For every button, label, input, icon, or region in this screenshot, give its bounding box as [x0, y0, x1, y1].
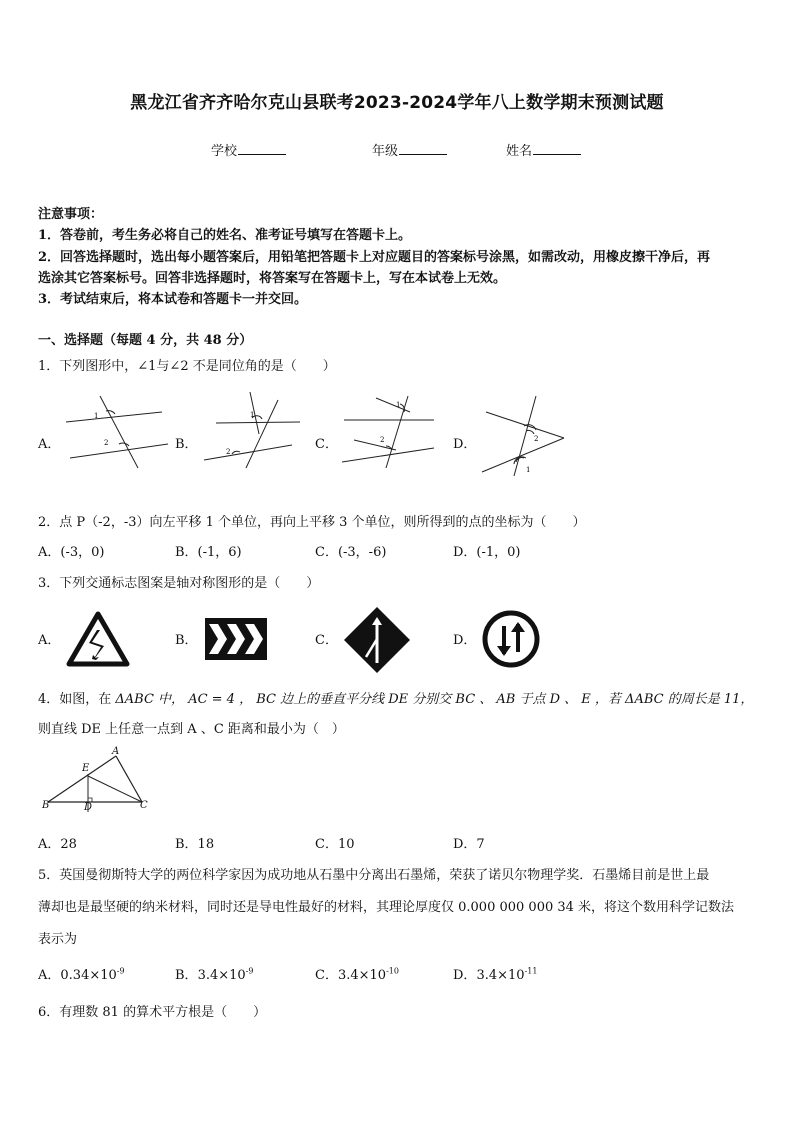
q6-stem: 6．有理数 81 的算术平方根是（ ）	[38, 1005, 267, 1020]
q4-option-b: B．18	[175, 837, 215, 852]
grade-blank	[399, 142, 447, 155]
q5-option-d-base: 3.4×10	[476, 968, 525, 983]
svg-text:1: 1	[526, 466, 531, 474]
q1-option-a-label: A．	[38, 437, 61, 452]
q4-label-b: B	[42, 800, 50, 811]
q5-line-3: 表示为	[38, 932, 78, 947]
q2-stem: 2．点 P（-2，-3）向左平移 1 个单位，再向上平移 3 个单位，则所得到的点的坐标为（ ）	[38, 515, 586, 530]
q2-option-c: C．(-3，-6)	[315, 545, 387, 560]
q4-line-1-body: ΔABC 中， AC = 4 ， BC 边上的垂直平分线 DE 分别交 BC 、 AB 于点 D 、 E ，若 ΔABC 的周长是 11，	[115, 692, 754, 707]
q1-option-c-label: C．	[315, 437, 338, 452]
q3-stem: 3．下列交通标志图案是轴对称图形的是（ ）	[38, 576, 320, 591]
q1-figure-b	[202, 390, 302, 470]
svg-text:1: 1	[250, 411, 255, 419]
q5-option-a	[38, 964, 125, 983]
q5-option-c-exp: -10	[386, 966, 399, 976]
name-blank	[533, 142, 581, 155]
q5-option-b-base: 3.4×10	[197, 968, 246, 983]
q5-option-a-base: 0.34×10	[60, 968, 117, 983]
q4-label-d: D	[84, 802, 93, 813]
notice-item-1: 1．答卷前，考生务必将自己的姓名、准考证号填写在答题卡上。	[38, 228, 412, 243]
q4-label-c: C	[140, 800, 148, 811]
q5-line-2: 薄却也是最坚硬的纳米材料，同时还是导电性最好的材料，其理论厚度仅 0.000 000 000 34 米，将这个数用科学记数法	[38, 900, 735, 915]
merge-diamond-sign-icon	[342, 605, 412, 675]
q4-label-a: A	[112, 746, 120, 757]
q5-line-1: 5．英国曼彻斯特大学的两位科学家因为成功地从石墨中分离出石墨烯，荣获了诺贝尔物理学奖．石墨烯目前是世上最	[38, 868, 710, 883]
q2-option-a: A．(-3，0)	[38, 545, 105, 560]
exam-title: 黑龙江省齐齐哈尔克山县联考2023-2024学年八上数学期末预测试题	[130, 93, 664, 113]
q2-option-b: B．(-1，6)	[175, 545, 242, 560]
q4-option-d: D．7	[453, 837, 485, 852]
q1-stem: 1．下列图形中，∠1与∠2 不是同位角的是（ ）	[38, 359, 336, 374]
q1-figure-c	[340, 390, 440, 470]
grade-field	[372, 140, 447, 159]
two-way-traffic-sign-icon	[482, 610, 540, 668]
svg-text:1: 1	[94, 412, 99, 420]
q3-option-c-label: C．	[315, 633, 338, 648]
q3-option-b-label: B．	[175, 633, 198, 648]
q5-option-c-label: C．	[315, 968, 338, 983]
q5-option-d-label: D．	[453, 968, 477, 983]
notice-item-2: 2．回答选择题时，选出每小题答案后，用铅笔把答题卡上对应题目的答案标号涂黑，如需改动，用橡皮擦干净后，再	[38, 250, 711, 265]
q5-option-b	[175, 964, 253, 983]
school-blank	[238, 142, 286, 155]
section-heading: 一、选择题（每题 4 分，共 48 分）	[38, 333, 253, 348]
q4-option-c: C．10	[315, 837, 355, 852]
q5-option-d	[453, 964, 537, 983]
svg-text:2: 2	[104, 439, 109, 447]
q4-line-1-pre: 4．如图，在	[38, 692, 116, 707]
q4-line-1	[38, 688, 760, 707]
q5-option-d-exp: -11	[524, 966, 538, 976]
grade-label: 年级	[372, 144, 399, 159]
q4-option-a: A．28	[38, 837, 77, 852]
q3-option-a-label: A．	[38, 633, 61, 648]
svg-text:2: 2	[534, 435, 539, 443]
notice-item-3: 3．考试结束后，将本试卷和答题卡一并交回。	[38, 292, 308, 307]
q1-option-b-label: B．	[175, 437, 198, 452]
q4-label-e: E	[82, 763, 90, 774]
q5-option-a-exp: -9	[116, 966, 125, 976]
q1-option-d-label: D．	[453, 437, 477, 452]
school-label: 学校	[211, 144, 238, 159]
q5-option-c	[315, 964, 399, 983]
svg-text:2: 2	[380, 436, 385, 444]
q5-option-b-exp: -9	[245, 966, 254, 976]
q5-option-a-label: A．	[38, 968, 61, 983]
svg-text:1: 1	[396, 401, 401, 409]
name-label: 姓名	[506, 144, 533, 159]
q5-option-b-label: B．	[175, 968, 198, 983]
notice-item-2-cont: 选涂其它答案标号。回答非选择题时，将答案写在答题卡上，写在本试卷上无效。	[38, 271, 507, 286]
notice-heading: 注意事项：	[38, 207, 104, 222]
q4-line-2: 则直线 DE 上任意一点到 A 、C 距离和最小为（ ）	[38, 722, 345, 737]
q1-figure-d	[480, 392, 570, 478]
q2-option-d: D．(-1，0)	[453, 545, 521, 560]
svg-text:2: 2	[226, 448, 231, 456]
q3-option-d-label: D．	[453, 633, 477, 648]
q5-option-c-base: 3.4×10	[337, 968, 387, 983]
zigzag-road-sign-icon	[66, 610, 130, 668]
school-field	[211, 140, 286, 159]
chevron-sign-icon	[205, 618, 267, 660]
q1-figure-a	[62, 390, 172, 470]
name-field	[506, 140, 581, 159]
